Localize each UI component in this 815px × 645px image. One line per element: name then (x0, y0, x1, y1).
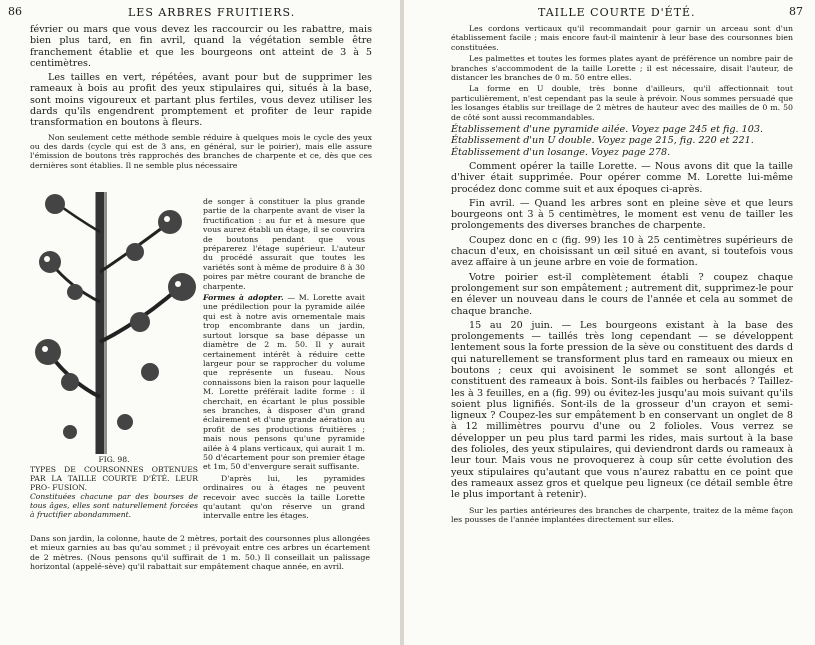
right-juin: 15 au 20 juin. — Les bourgeons existant à la base des prolongements — taillés très long cependant — se développent lentement sous la forte pression de la sève ou constituent des dards d qui naturellement se transforment plus tard en rameaux ou mieux en boutons ; ceux qui avoisinent le sommet se sont allongés et constituent des rameaux à bois. Sont-ils faibles ou herbacés ? Taillez-les à 3 feuilles, en a (fig. 99) ou évitez-les jusqu'au mois suivant qu'ils soient plus lignifiés. Sont-ils de la grosseur d'un crayon et semi-ligneux ? Coupez-les sur empâtement b en conservant un onglet de 8 à 12 millimètres pourvu d'une ou 2 folioles. Vous verrez se développer un peu plus tard parmi les rides, mais surtout à la base des folioles, des yeux stipulaires, qui deviendront dards ou rameaux à leur tour. Mais vous ne provoquerez à coup sûr cette évolution des yeux stipulaires qu'autant que vous n'aurez rabattu en ce point que des rameaux assez gros et quelque peu ligneux (ce détail semble être le plus important à retenir). (451, 319, 793, 501)
left-page (0, 0, 402, 645)
right-small-1: Les cordons verticaux qu'il recommandait pour garnir un arceau sont d'un établissement facile ; mais encore faut-il maintenir à leur base des coursonnes bien constituées. (451, 24, 793, 52)
right-votre: Votre poirier est-il complètement établi ? coupez chaque prolongement sur son empâtement ; autrement dit, supprimez-le pour en élever un nouveau dans le cours de l'année et cela au sommet de chaque branche. (451, 271, 793, 317)
right-main-text (451, 24, 793, 526)
right-fin-avril: Fin avril. — Quand les arbres sont en pleine sève et que leurs bourgeons ont 3 à 5 centimètres, le moment est venu de tailler les prolongements des diverses branches de charpente. (451, 197, 793, 232)
left-beside-text: de songer à constituer la plus grande partie de la charpente avant de viser la fructification : au fur et à mesure que vous aurez établi un étage, il se couvrira de boutons pendant que vous préparerez l'étage supérieur. L'auteur du procédé assurait que toutes les variétés sont à même de produire 8 à 30 poires par mètre courant de branche de charpente. Formes à adopter. — M. Lorette avait une prédilection pour la pyramide ailée qui est à notre avis ornementale mais trop encombrante dans un jardin, surtout lorsque sa base dépasse un diamètre de 2 m. 50. Il y aurait certainement intérêt à réduire cette largeur pour se rapprocher du volume que représente un fuseau. Nous connaissons bien la raison pour laquelle M. Lorette préférait ladite forme : il cherchait, en écartant le plus possible ses branches, à disposer d'un grand éclairement et d'une grande aération au profit de ses productions fruitières ; mais nous pensons qu'une pyramide ailée à 4 plans verticaux, qui aurait 1 m. 50 d'écartement pour son premier étage et 1m, 50 d'envergure serait suffisante. D'après lui, les pyramides ordinaires ou à étages ne peuvent recevoir avec succès la taille Lorette qu'autant qu'on réserve un grand intervalle entre les étages. (203, 197, 365, 521)
left-bottom-text: Dans son jardin, la colonne, haute de 2 mètres, portait des coursonnes plus allongées et mieux garnies au bas qu'au sommet ; il prévoyait entre ces arbres un écartement de 2 mètres. (Nous pensons qu'il suffirait de 1 m. 50.) Il conseillait un palissage horizontal (appelé-sève) qu'il rabattait sur empâtement chaque année, en avril. (30, 534, 370, 572)
left-paragraph-2: Les tailles en vert, répétées, avant pour but de supprimer les rameaux à bois au profit des yeux stipulaires qui, situés à la base, sont moins vigoureux et partant plus fertiles, vous devez utiliser les dards qu'ils engendrent promptement et profiter de leur rapide transformation en boutons à fleurs. (30, 72, 372, 129)
ref-losange: Établissement d'un losange. Voyez page 278. (451, 146, 671, 158)
beside-paragraph-1: de songer à constituer la plus grande partie de la charpente avant de viser la fructification : au fur et à mesure que vous aurez établi un étage, il se couvrira de boutons pendant que vous préparerez l'étage supérieur. L'auteur du procédé assurait que toutes les variétés sont à même de produire 8 à 30 poires par mètre courant de branche de charpente. (203, 197, 365, 291)
beside-paragraph-3: D'après lui, les pyramides ordinaires ou à étages ne peuvent recevoir avec succès la taille Lorette qu'autant qu'on réserve un grand intervalle entre les étages. (203, 473, 365, 521)
left-small-paragraph-1: Non seulement cette méthode semble réduire à quelques mois le cycle des yeux ou des dards (cycle qui est de 3 ans, en général, sur le poirier), mais elle assure l'émission de boutons très rapprochés des branches de charpente et ce, dès que ces dernières sont établies. Il ne semble plus nécessaire (30, 132, 372, 170)
figure-caption-italic: Constituées chacune par des bourses de tous âges, elles sont naturellement forcées à fructifier abondamment. (30, 492, 198, 519)
beside-paragraph-2: M. Lorette avait une prédilection pour la pyramide ailée qui est à notre avis ornementale mais trop encombrante dans un jardin, surtout lorsque sa base dépasse un diamètre de 2 m. 50. Il y aurait certainement intérêt à réduire cette largeur pour se rapprocher du volume que représente un fuseau. Nous connaissons bien la raison pour laquelle M. Lorette préférait ladite forme : il cherchait, en écartant le plus possible ses branches, à disposer d'un grand éclairement et d'une grande aération au profit de ses productions fruitières ; mais nous pensons qu'une pyramide ailée à 4 plans verticaux, qui aurait 1 m. 50 d'écartement pour son premier étage et 1m, 50 d'envergure serait suffisante. (203, 293, 365, 472)
left-page-number: 86 (8, 5, 22, 18)
right-small-3: La forme en U double, très bonne d'ailleurs, qu'il affectionnait tout particulièrement, n'est cependant pas la seule à prévoir. Nous sommes persuadé que les losanges établis sur treillage de 2 mètres de hauteur avec des mailles de 0 m. 50 de côté sont aussi recommandables. (451, 84, 793, 122)
figure-label: FIG. 98. (98, 455, 130, 464)
pear-branch-engraving (30, 192, 200, 454)
left-paragraph-1: février ou mars que vous devez les raccourcir ou les rabattre, mais bien plus tard, en fin avril, quand la végétation semble être franchement établie et que les bourgeons ont atteint de 3 à 5 centimètres. (30, 24, 372, 69)
left-page-header: LES ARBRES FRUITIERS. (128, 6, 296, 19)
right-comment: Comment opérer la taille Lorette. — Nous avons dit que la taille d'hiver était supprimée. Pour opérer comme M. Lorette lui-même procédez donc comme suit et aux époques ci-après. (451, 160, 793, 195)
right-small-last: Sur les parties antérieures des branches de charpente, traitez de la même façon les pousses de l'année implantées directement sur elles. (451, 505, 793, 524)
right-page-number: 87 (789, 5, 803, 18)
right-page-header: TAILLE COURTE D'ÉTÉ. (538, 6, 696, 19)
figure-caption (30, 455, 198, 519)
figure-caption-caps: TYPES DE COURSONNES OBTENUES PAR LA TAILLE COURTE D'ÉTÉ. LEUR PRO- FUSION. (30, 465, 198, 492)
ref-u-double: Établissement d'un U double. Voyez page 215, fig. 220 et 221. (451, 135, 754, 147)
ref-pyramide: Établissement d'une pyramide ailée. Voyez page 245 et fig. 103. (451, 124, 764, 136)
left-main-text (30, 24, 372, 172)
formes-heading: Formes à adopter. (203, 293, 284, 303)
right-page (403, 0, 815, 645)
right-coupez: Coupez donc en c (fig. 99) les 10 à 25 centimètres supérieurs de chacun d'eux, en choisissant un œil situé en avant, si toutefois vous avez affaire à un jeune arbre en voie de formation. (451, 234, 793, 269)
right-small-2: Les palmettes et toutes les formes plates ayant de préférence un nombre pair de branches s'accommodent de la taille Lorette ; il est nécessaire, disait l'auteur, de distancer les branches de 0 m. 50 entre elles. (451, 54, 793, 83)
